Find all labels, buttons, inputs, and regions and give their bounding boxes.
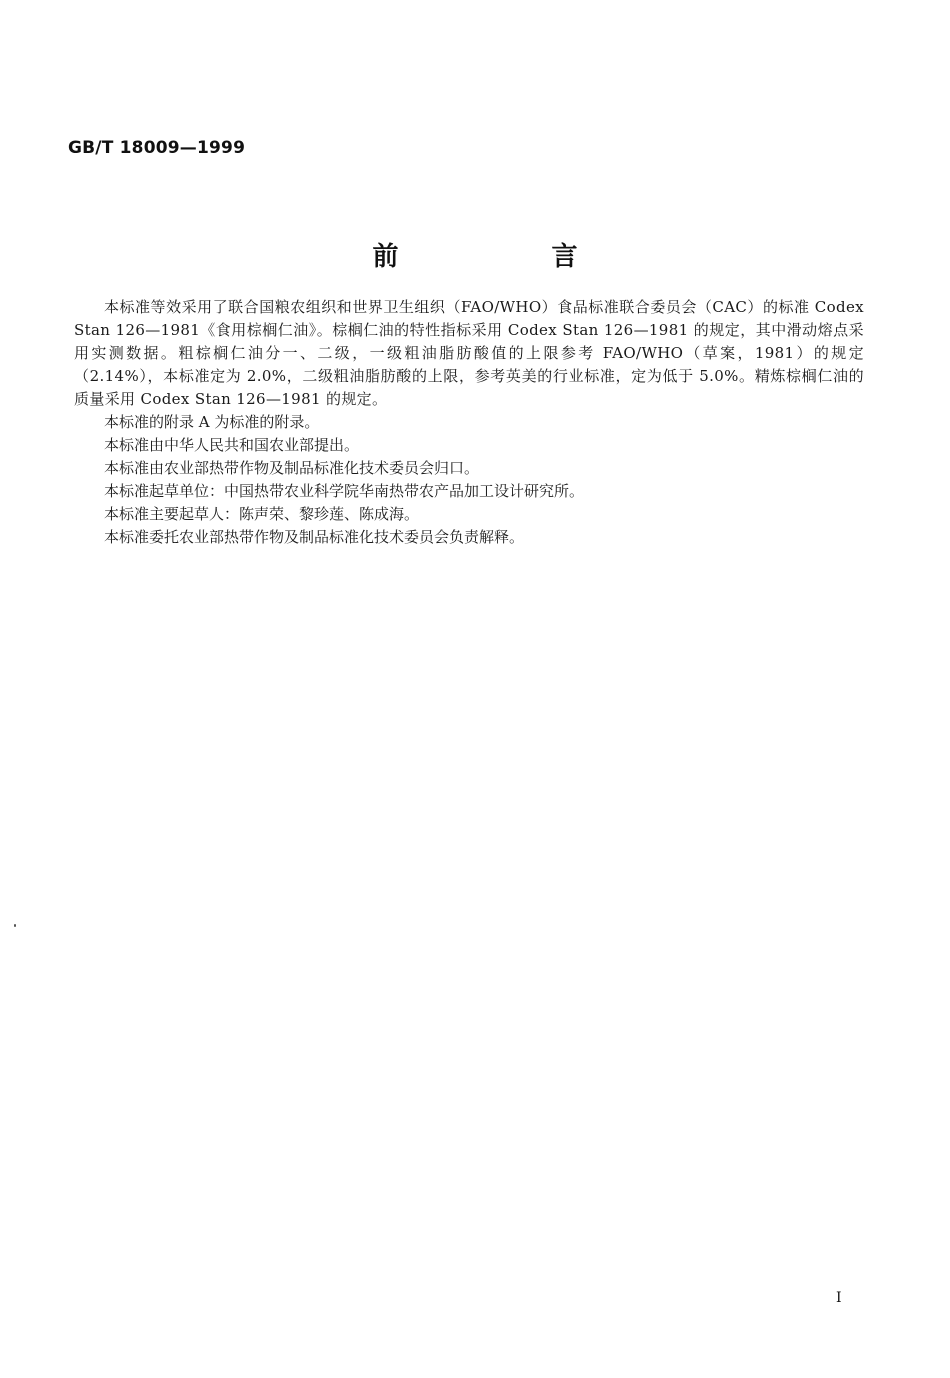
scan-speck [14, 924, 16, 927]
foreword-body [74, 296, 864, 549]
paragraph-drafters: 本标准主要起草人：陈声荣、黎珍莲、陈成海。 [104, 505, 420, 523]
paragraph-committee: 本标准由农业部热带作物及制品标准化技术委员会归口。 [104, 459, 480, 477]
standard-code: GB/T 18009—1999 [68, 138, 246, 158]
paragraph-interpretation: 本标准委托农业部热带作物及制品标准化技术委员会负责解释。 [104, 528, 525, 546]
paragraph-drafting-unit: 本标准起草单位：中国热带农业科学院华南热带农产品加工设计研究所。 [104, 482, 585, 500]
paragraph-proposer: 本标准由中华人民共和国农业部提出。 [104, 436, 360, 454]
page-title: 前 言 [372, 242, 650, 272]
paragraph-appendix: 本标准的附录 A 为标准的附录。 [104, 413, 320, 431]
paragraph-adoption: 本标准等效采用了联合国粮农组织和世界卫生组织（FAO/WHO）食品标准联合委员会（CAC）的标准 Codex Stan 126—1981《食用棕榈仁油》。棕榈仁油的特性指标采用 Codex Stan 126—1981 的规定，其中滑动熔点采用实测数据。粗棕榈仁油分一、二级，一级粗油脂肪酸值的上限参考 FAO/WHO（草案，1981）的规定（2.14%），本标准定为 2.0%，二级粗油脂肪酸的上限，参考英美的行业标准，定为低于 5.0%。精炼棕榈仁油的质量采用 Codex Stan 126—1981 的规定。 [74, 298, 864, 408]
page-number: I [836, 1290, 842, 1306]
